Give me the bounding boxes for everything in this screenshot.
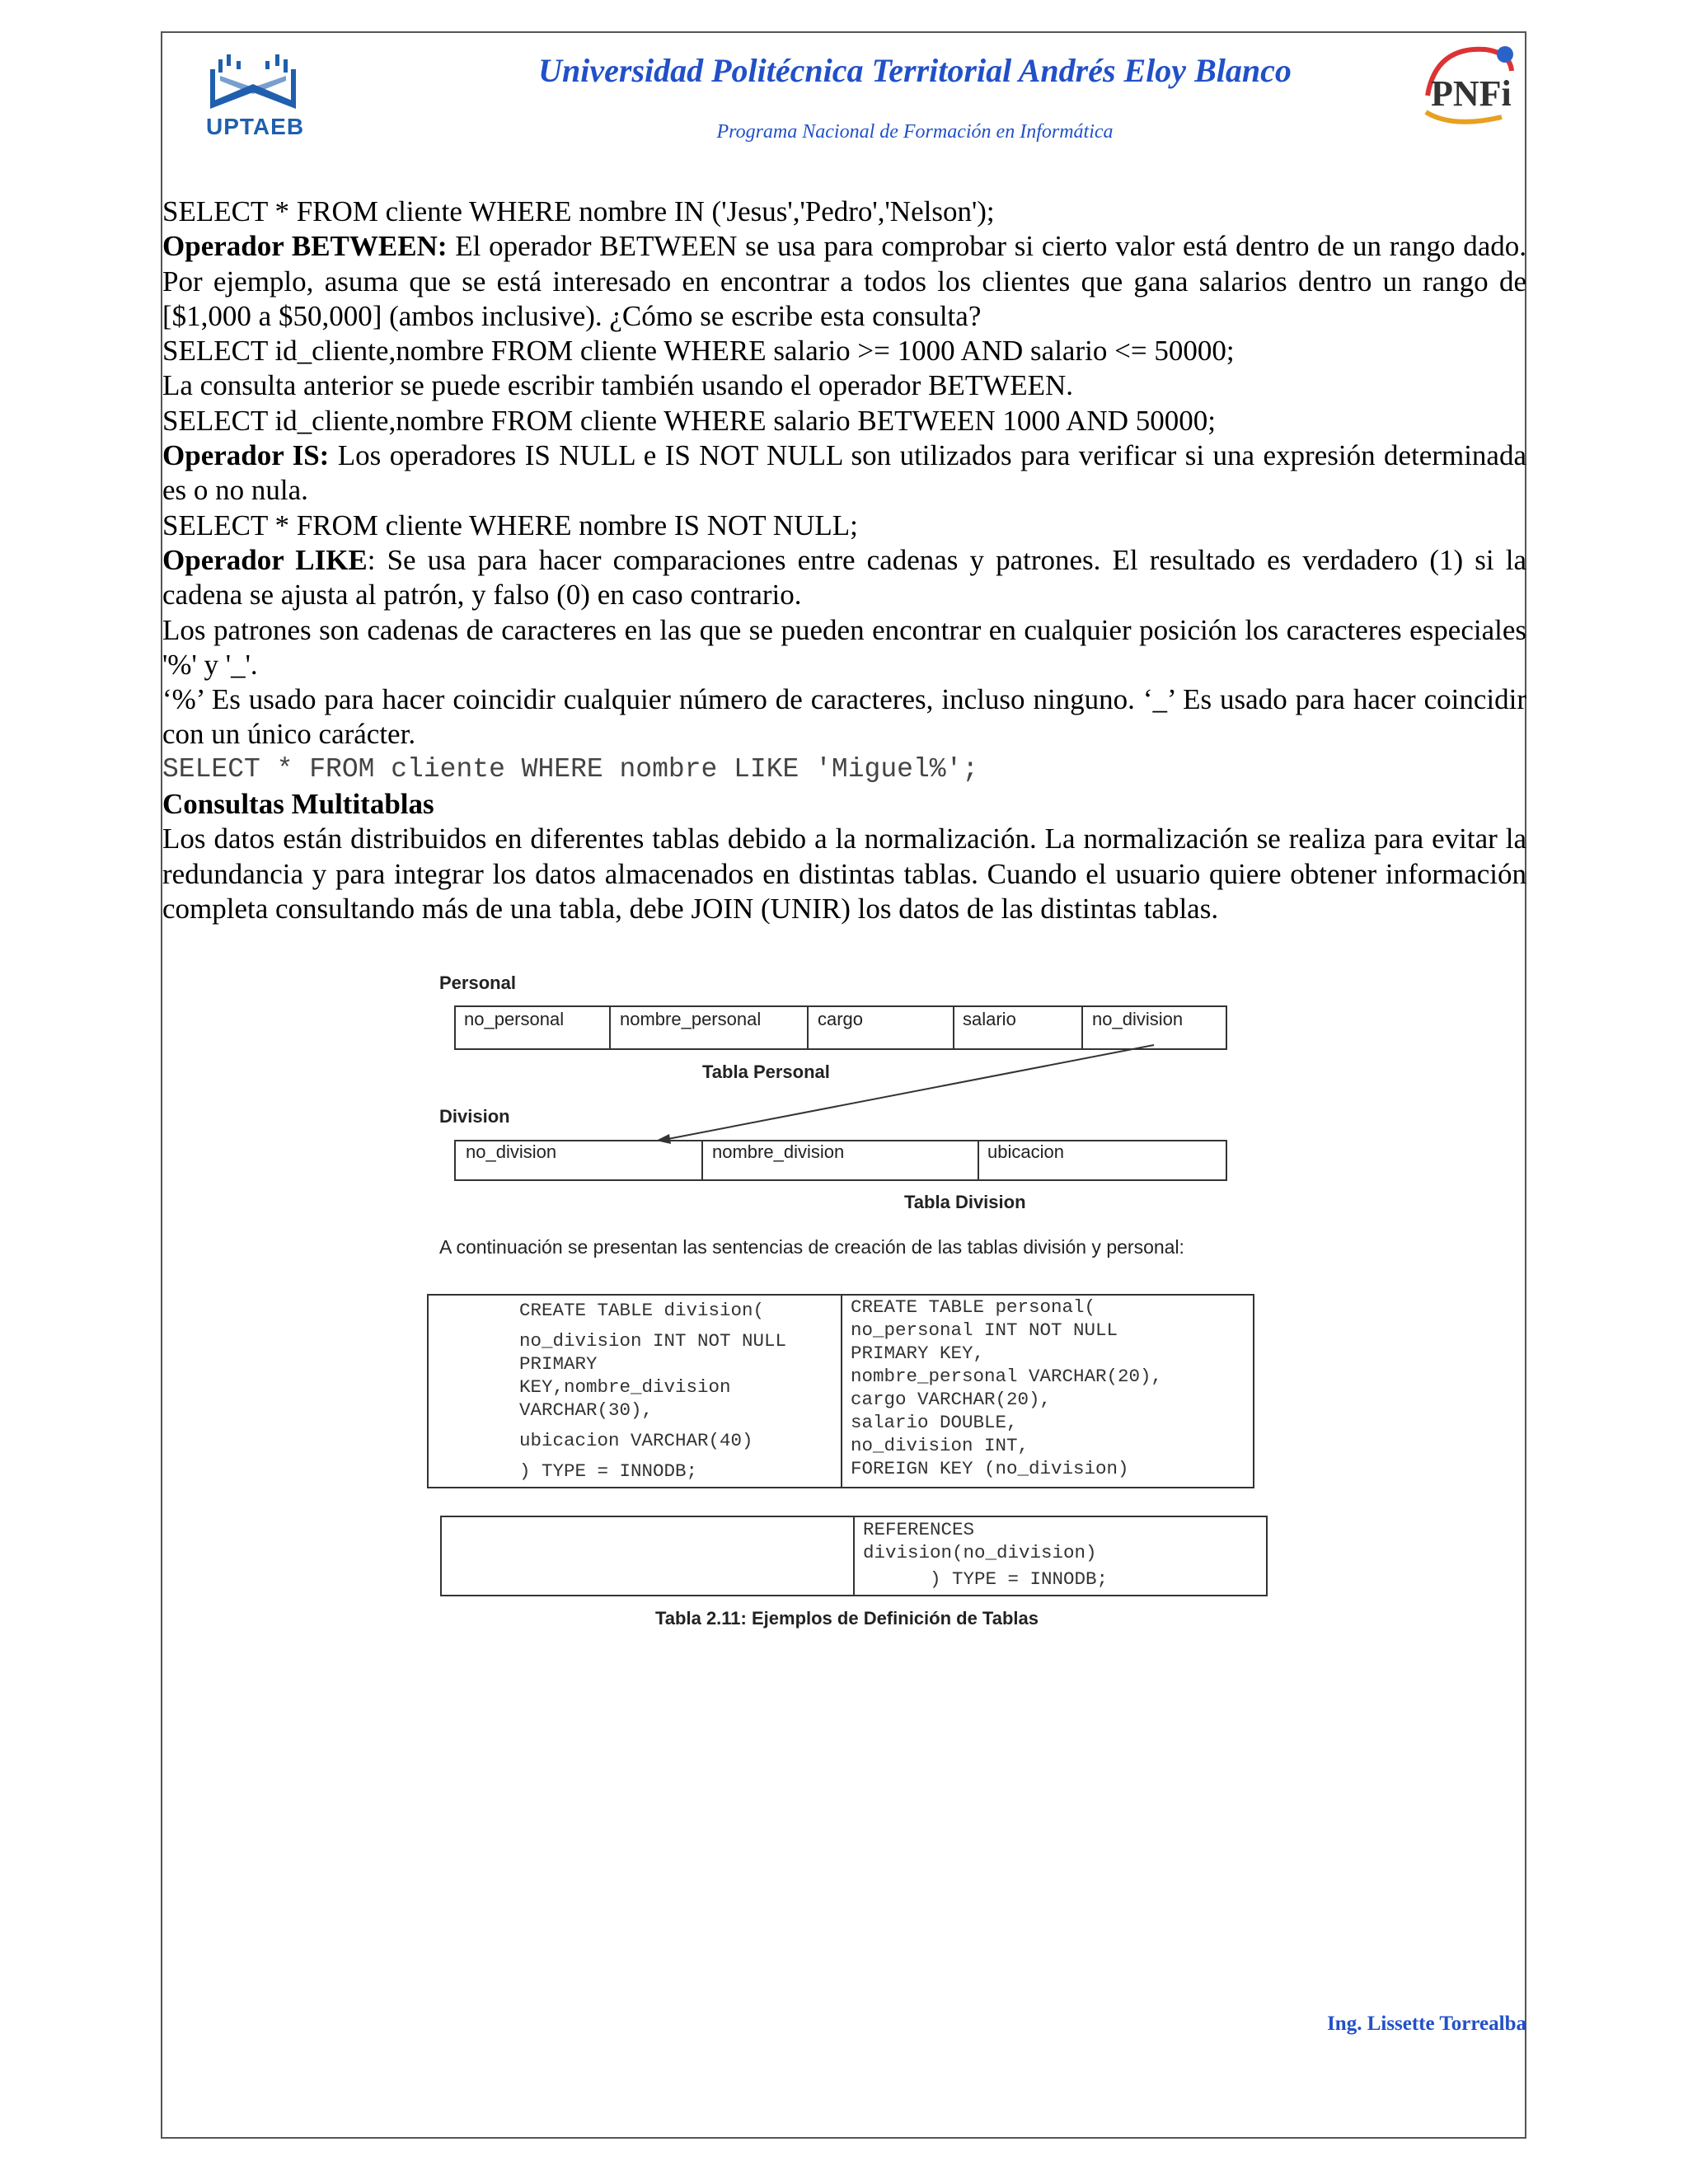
between-label: Operador BETWEEN: xyxy=(162,230,448,263)
division-label: Division xyxy=(439,1106,510,1127)
like-paragraph xyxy=(162,543,1526,613)
code-left-4: KEY,nombre_division xyxy=(519,1376,731,1398)
personal-label: Personal xyxy=(439,972,516,993)
multitable-paragraph: Los datos están distribuidos en diferentes tablas debido a la normalización. La normalización se realiza para evitar la redundancia y para integrar los datos almacenados en distintas tablas. Cuando el usuario quiere obtener información completa consultando más de una tabla, debe JOIN (UNIR) los datos de las distintas tablas. xyxy=(162,823,1526,925)
relationship-arrow xyxy=(659,1045,1154,1141)
code-left-6: ubicacion VARCHAR(40) xyxy=(519,1430,753,1451)
university-title: Universidad Politécnica Territorial Andrés Eloy Blanco xyxy=(538,52,1292,89)
code-right-5: cargo VARCHAR(20), xyxy=(851,1389,1052,1410)
code-left-5: VARCHAR(30), xyxy=(519,1399,654,1421)
footer-author: Ing. Lissette Torrealba xyxy=(1327,2013,1526,2035)
wildcards-paragraph: ‘%’ Es usado para hacer coincidir cualquier número de caracteres, incluso ninguno. ‘_’ Es usado para hacer coincidir con un único carácter. xyxy=(162,683,1526,751)
personal-col-3: cargo xyxy=(818,1009,864,1029)
program-subtitle: Programa Nacional de Formación en Informática xyxy=(716,121,1114,143)
code-cont-2: division(no_division) xyxy=(863,1542,1097,1563)
code-left-2: no_division INT NOT NULL xyxy=(519,1330,787,1352)
division-col-3: ubicacion xyxy=(987,1141,1064,1162)
main-text xyxy=(162,194,1526,926)
query-between: SELECT id_cliente,nombre FROM cliente WHERE salario BETWEEN 1000 AND 50000; xyxy=(162,404,1216,437)
query-in: SELECT * FROM cliente WHERE nombre IN ('Jesus','Pedro','Nelson'); xyxy=(162,195,995,227)
division-col-2: nombre_division xyxy=(712,1141,845,1162)
pnfi-logo-text: PNFi xyxy=(1431,73,1512,114)
is-label: Operador IS: xyxy=(162,439,330,472)
like-label: Operador LIKE xyxy=(162,543,368,576)
code-right-1: CREATE TABLE personal( xyxy=(851,1296,1096,1318)
code-cont-3: ) TYPE = INNODB; xyxy=(863,1568,1109,1590)
between-alt: La consulta anterior se puede escribir también usando el operador BETWEEN. xyxy=(162,369,1074,402)
code-left-1: CREATE TABLE division( xyxy=(519,1300,765,1321)
personal-col-2: nombre_personal xyxy=(620,1009,762,1029)
like-text: : Se usa para hacer comparaciones entre cadenas y patrones. El resultado es verdadero (1) si la cadena se ajusta al patrón, y falso (0) en caso contrario. xyxy=(162,543,1526,612)
code-left-3: PRIMARY xyxy=(519,1353,598,1375)
code-right-8: FOREIGN KEY (no_division) xyxy=(851,1458,1129,1479)
multitable-heading: Consultas Multitablas xyxy=(162,788,434,821)
personal-col-5: no_division xyxy=(1092,1009,1184,1029)
is-paragraph xyxy=(162,438,1526,509)
pnfi-logo-icon xyxy=(1419,38,1517,135)
multitable-heading-wrap xyxy=(162,787,1526,822)
code-right-2: no_personal INT NOT NULL xyxy=(851,1319,1118,1341)
division-col-1: no_division xyxy=(466,1141,557,1162)
between-text: El operador BETWEEN se usa para comprobar si cierto valor está dentro de un rango dado. Por ejemplo, asuma que se está interesado en encontrar a todos los clientes que gana salarios dentro un rango de [$1,000 a $50,000] (ambos inclusive). ¿Cómo se escribe esta consulta? xyxy=(162,230,1526,332)
arrow-head-icon xyxy=(656,1134,671,1144)
code-right-3: PRIMARY KEY, xyxy=(851,1343,985,1364)
personal-col-4: salario xyxy=(963,1009,1016,1029)
personal-caption: Tabla Personal xyxy=(702,1062,830,1082)
is-text: Los operadores IS NULL e IS NOT NULL son utilizados para verificar si una expresión determinada es o no nula. xyxy=(162,439,1527,507)
code-right-4: nombre_personal VARCHAR(20), xyxy=(851,1366,1163,1387)
figure-caption: Tabla 2.11: Ejemplos de Definición de Tablas xyxy=(655,1608,1039,1629)
query-is: SELECT * FROM cliente WHERE nombre IS NOT NULL; xyxy=(162,509,858,541)
code-left-7: ) TYPE = INNODB; xyxy=(519,1460,698,1482)
code-right-7: no_division INT, xyxy=(851,1435,1029,1456)
personal-col-1: no_personal xyxy=(464,1009,565,1029)
query-like: SELECT * FROM cliente WHERE nombre LIKE 'Miguel%'; xyxy=(162,753,979,785)
between-paragraph xyxy=(162,229,1526,334)
division-caption: Tabla Division xyxy=(904,1192,1026,1212)
uptaeb-logo-text: UPTAEB xyxy=(206,114,305,139)
query-range: SELECT id_cliente,nombre FROM cliente WHERE salario >= 1000 AND salario <= 50000; xyxy=(162,335,1235,368)
code-cont-1: REFERENCES xyxy=(863,1519,975,1540)
code-right-6: salario DOUBLE, xyxy=(851,1412,1018,1433)
figure-intro: A continuación se presentan las sentencias de creación de las tablas división y personal: xyxy=(439,1236,1184,1258)
patterns-paragraph: Los patrones son cadenas de caracteres en las que se pueden encontrar en cualquier posición los caracteres especiales '%' y '_'. xyxy=(162,613,1526,681)
